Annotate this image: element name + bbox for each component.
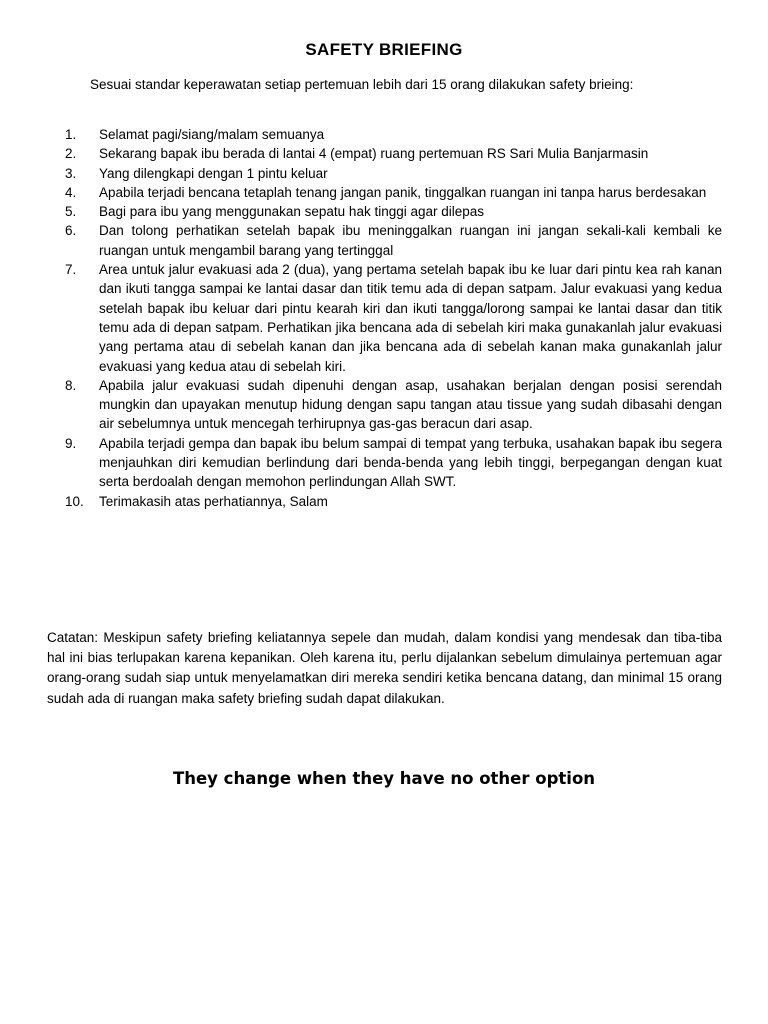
list-item-text: Terimakasih atas perhatiannya, Salam bbox=[99, 493, 328, 509]
note-paragraph: Catatan: Meskipun safety briefing keliatannya sepele dan mudah, dalam kondisi yang mendesak dan tiba-tiba hal ini bias terlupakan karena kepanikan. Oleh karena itu, perlu dijalankan sebelum dimulainya pertemuan agar orang-orang sudah siap untuk menyelamatkan diri mereka sendiri ketika bencana datang, dan minimal 15 orang sudah ada di ruangan maka safety briefing sudah dapat dilakukan. bbox=[47, 630, 722, 706]
list-item-text: Bagi para ibu yang menggunakan sepatu hak tinggi agar dilepas bbox=[99, 204, 485, 220]
list-item bbox=[47, 183, 722, 202]
list-item bbox=[47, 202, 722, 221]
page-title: SAFETY BRIEFING bbox=[305, 40, 463, 59]
list-item-number: 3. bbox=[65, 165, 77, 181]
list-item-number: 2. bbox=[65, 146, 77, 162]
list-item-text: Yang dilengkapi dengan 1 pintu keluar bbox=[99, 165, 328, 181]
list-item bbox=[47, 260, 722, 376]
closing-quote: They change when they have no other option bbox=[172, 769, 596, 788]
list-item-number: 4. bbox=[65, 184, 77, 200]
list-item-text: Selamat pagi/siang/malam semuanya bbox=[99, 127, 325, 142]
list-item bbox=[47, 144, 722, 163]
list-item-number: 7. bbox=[65, 262, 77, 278]
list-item bbox=[47, 125, 722, 144]
list-item-text: Apabila jalur evakuasi sudah dipenuhi dengan asap, usahakan berjalan dengan posisi serendah mungkin dan upayakan menutup hidung dengan sapu tangan atau tissue yang sudah dibasahi dengan air sebelumnya untuk mencegah terhirupnya gas-gas beracun dari asap. bbox=[99, 377, 722, 432]
briefing-list bbox=[47, 125, 722, 511]
intro-paragraph: Sesuai standar keperawatan setiap pertemuan lebih dari 15 orang dilakukan safety brieing: bbox=[90, 77, 634, 92]
list-item-number: 1. bbox=[65, 127, 77, 142]
list-item-number: 5. bbox=[65, 204, 77, 220]
list-item-number: 8. bbox=[65, 377, 77, 393]
list-item-text: Apabila terjadi gempa dan bapak ibu belum sampai di tempat yang terbuka, usahakan bapak ibu segera menjauhkan diri kemudian berlindung dari benda-benda yang lebih tinggi, berpegangan dengan kuat serta berdoalah dengan memohon perlindungan Allah SWT. bbox=[99, 435, 722, 490]
list-item-number: 10. bbox=[65, 493, 84, 509]
list-item bbox=[47, 221, 722, 260]
list-item bbox=[47, 164, 722, 183]
list-item-text: Area untuk jalur evakuasi ada 2 (dua), yang pertama setelah bapak ibu ke luar dari pintu kea rah kanan dan ikuti tangga sampai ke lantai dasar dan titik temu ada di depan satpam. Jalur evakuasi yang kedua setelah bapak ibu keluar dari pintu kearah kiri dan ikuti tangga/lorong sampai ke lantai dasar dan titik temu ada di depan satpam. Perhatikan jika bencana ada di sebelah kiri maka gunakanlah jalur evakuasi yang pertama atau di sebelah kanan dan jika bencana ada di sebelah kanan maka gunakanlah jalur evakuasi yang kedua atau di sebelah kiri. bbox=[99, 262, 722, 374]
list-item-text: Apabila terjadi bencana tetaplah tenang jangan panik, tinggalkan ruangan ini tanpa harus berdesakan bbox=[99, 184, 707, 200]
list-item-number: 9. bbox=[65, 435, 77, 451]
list-item-text: Sekarang bapak ibu berada di lantai 4 (empat) ruang pertemuan RS Sari Mulia Banjarmasin bbox=[99, 146, 649, 162]
list-item-text: Dan tolong perhatikan setelah bapak ibu meninggalkan ruangan ini jangan sekali-kali kembali ke ruangan untuk mengambil barang yang tertinggal bbox=[99, 223, 722, 258]
list-item-number: 6. bbox=[65, 223, 77, 239]
list-item bbox=[47, 434, 722, 492]
list-item bbox=[47, 492, 722, 511]
list-item bbox=[47, 376, 722, 434]
